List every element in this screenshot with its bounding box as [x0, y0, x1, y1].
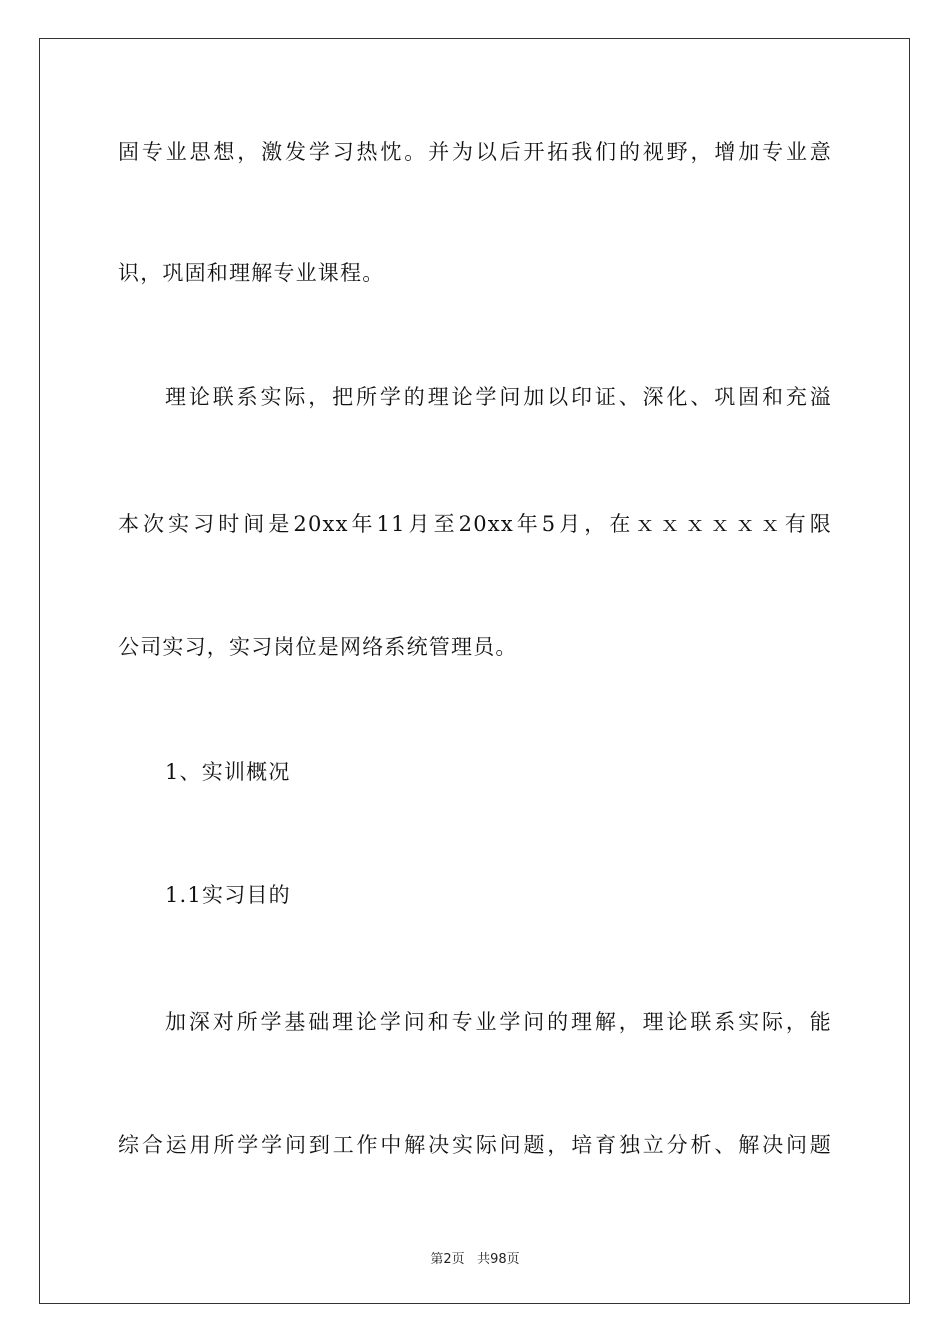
page-footer	[0, 1248, 950, 1267]
page-number: 第2页	[430, 1252, 465, 1267]
paragraph-line-1: 固专业思想，激发学习热忱。并为以后开拓我们的视野，增加专业意	[118, 140, 832, 164]
paragraph-line-5: 公司实习，实习岗位是网络系统管理员。	[118, 635, 518, 659]
paragraph-line-2: 识，巩固和理解专业课程。	[118, 261, 385, 285]
paragraph-line-7: 综合运用所学学问到工作中解决实际问题，培育独立分析、解决问题	[118, 1133, 832, 1157]
page-border	[39, 38, 910, 1304]
section-heading: 1、实训概况	[165, 760, 291, 784]
paragraph-line-4: 本次实习时间是20xx年11月至20xx年5月，在ｘｘｘｘｘｘ有限	[118, 512, 832, 536]
paragraph-line-6: 加深对所学基础理论学问和专业学问的理解，理论联系实际，能	[165, 1010, 832, 1034]
subsection-heading: 1.1实习目的	[165, 883, 291, 907]
paragraph-line-3: 理论联系实际，把所学的理论学问加以印证、深化、巩固和充溢	[165, 385, 832, 409]
page-total: 共98页	[477, 1252, 520, 1267]
